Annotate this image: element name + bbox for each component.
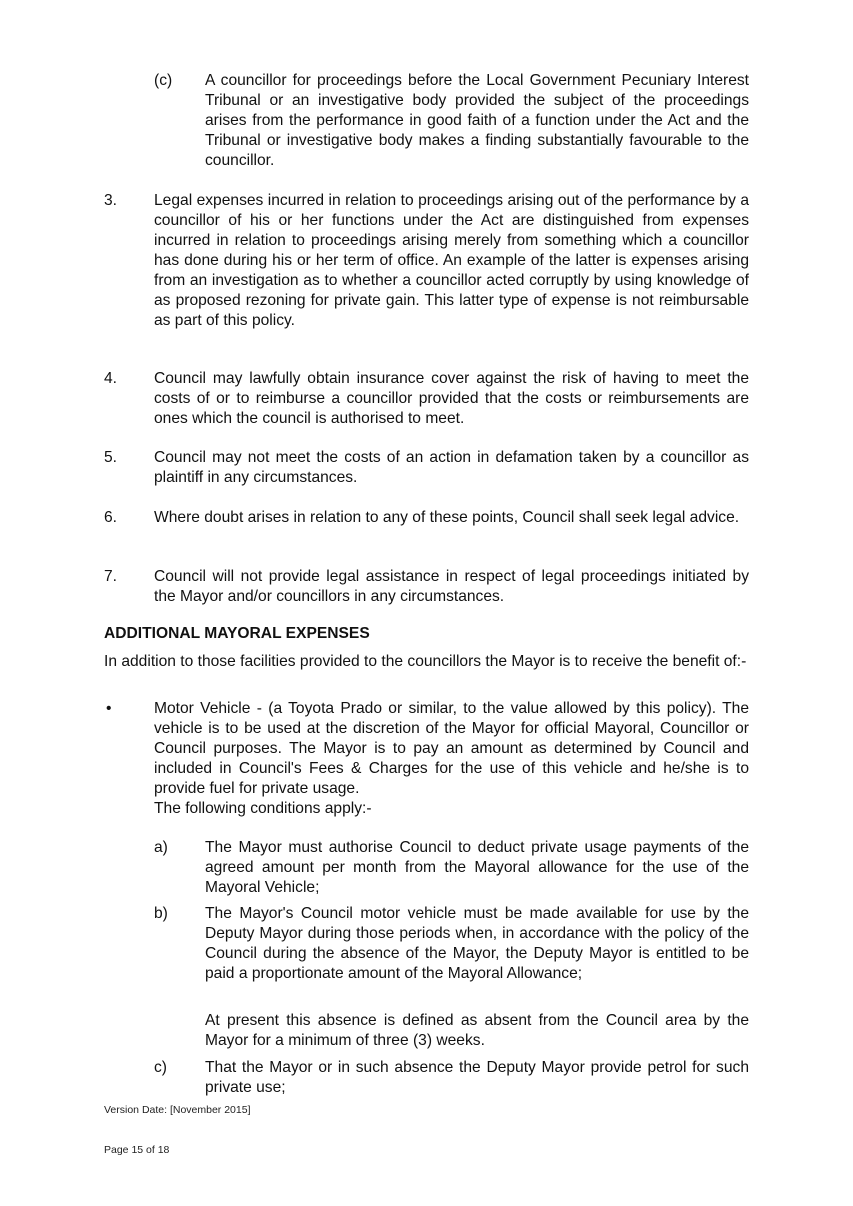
condition-b-note: At present this absence is defined as absent from the Council area by the Mayor for a minimum of three (3) weeks.: [205, 1012, 749, 1049]
item-6-label: 6.: [104, 509, 118, 526]
condition-b-text: The Mayor's Council motor vehicle must be made available for use by the Deputy Mayor during those periods when, in accordance with the policy of the Council during the absence of the Mayor, the Deputy Mayor is entitled to be paid a proportionate amount of the Mayoral Allowance;: [205, 905, 749, 982]
item-5-label: 5.: [104, 449, 118, 466]
item-7-text: Council will not provide legal assistance in respect of legal proceedings initiated by the Mayor and/or councillors in any circumstances.: [154, 568, 749, 605]
item-6-text: Where doubt arises in relation to any of these points, Council shall seek legal advice.: [154, 509, 740, 526]
condition-b-label: b): [154, 905, 168, 922]
conditions-intro: The following conditions apply:-: [154, 800, 372, 817]
condition-a-text: The Mayor must authorise Council to deduct private usage payments of the agreed amount per month from the Mayoral allowance for the use of the Mayoral Vehicle;: [205, 839, 749, 896]
item-4-label: 4.: [104, 370, 118, 387]
bullet-text: Motor Vehicle - (a Toyota Prado or similar, to the value allowed by this policy). The vehicle is to be used at the discretion of the Mayor for official Mayoral, Councillor or Council purposes. The Mayor is to pay an amount as determined by Council and included in Council's Fees & Charges for the use of this vehicle and he/she is to provide fuel for private usage.: [154, 700, 749, 797]
item-5-text: Council may not meet the costs of an action in defamation taken by a councillor as plaintiff in any circumstances.: [154, 449, 749, 486]
item-3-text: Legal expenses incurred in relation to proceedings arising out of the performance by a councillor of his or her functions under the Act are distinguished from expenses incurred in relation to proceedings arising merely from something which a councillor has done during his or her term of office. An example of the latter is expenses arising from an investigation as to whether a councillor acted corruptly by using knowledge of as proposed rezoning for private gain. This latter type of expense is not reimbursable as part of this policy.: [154, 192, 749, 329]
condition-a-label: a): [154, 839, 168, 856]
footer-version: Version Date: [November 2015]: [104, 1104, 251, 1116]
condition-c-text: That the Mayor or in such absence the Deputy Mayor provide petrol for such private use;: [205, 1059, 749, 1096]
section-heading: ADDITIONAL MAYORAL EXPENSES: [104, 625, 370, 642]
item-c-top-label: (c): [154, 72, 173, 89]
item-3-label: 3.: [104, 192, 118, 209]
footer-page-number: Page 15 of 18: [104, 1144, 170, 1156]
bullet-symbol: •: [106, 700, 112, 717]
condition-c-label: c): [154, 1059, 167, 1076]
section-intro: In addition to those facilities provided to the councillors the Mayor is to receive the benefit of:-: [104, 653, 747, 670]
item-c-top-text: A councillor for proceedings before the Local Government Pecuniary Interest Tribunal or an investigative body provided the subject of the proceedings arises from the performance in good faith of a function under the Act and the Tribunal or investigative body makes a finding substantially favourable to the councillor.: [205, 72, 749, 169]
item-4-text: Council may lawfully obtain insurance cover against the risk of having to meet the costs of or to reimburse a councillor provided that the costs or reimbursements are ones which the council is authorised to meet.: [154, 370, 749, 427]
item-7-label: 7.: [104, 568, 118, 585]
